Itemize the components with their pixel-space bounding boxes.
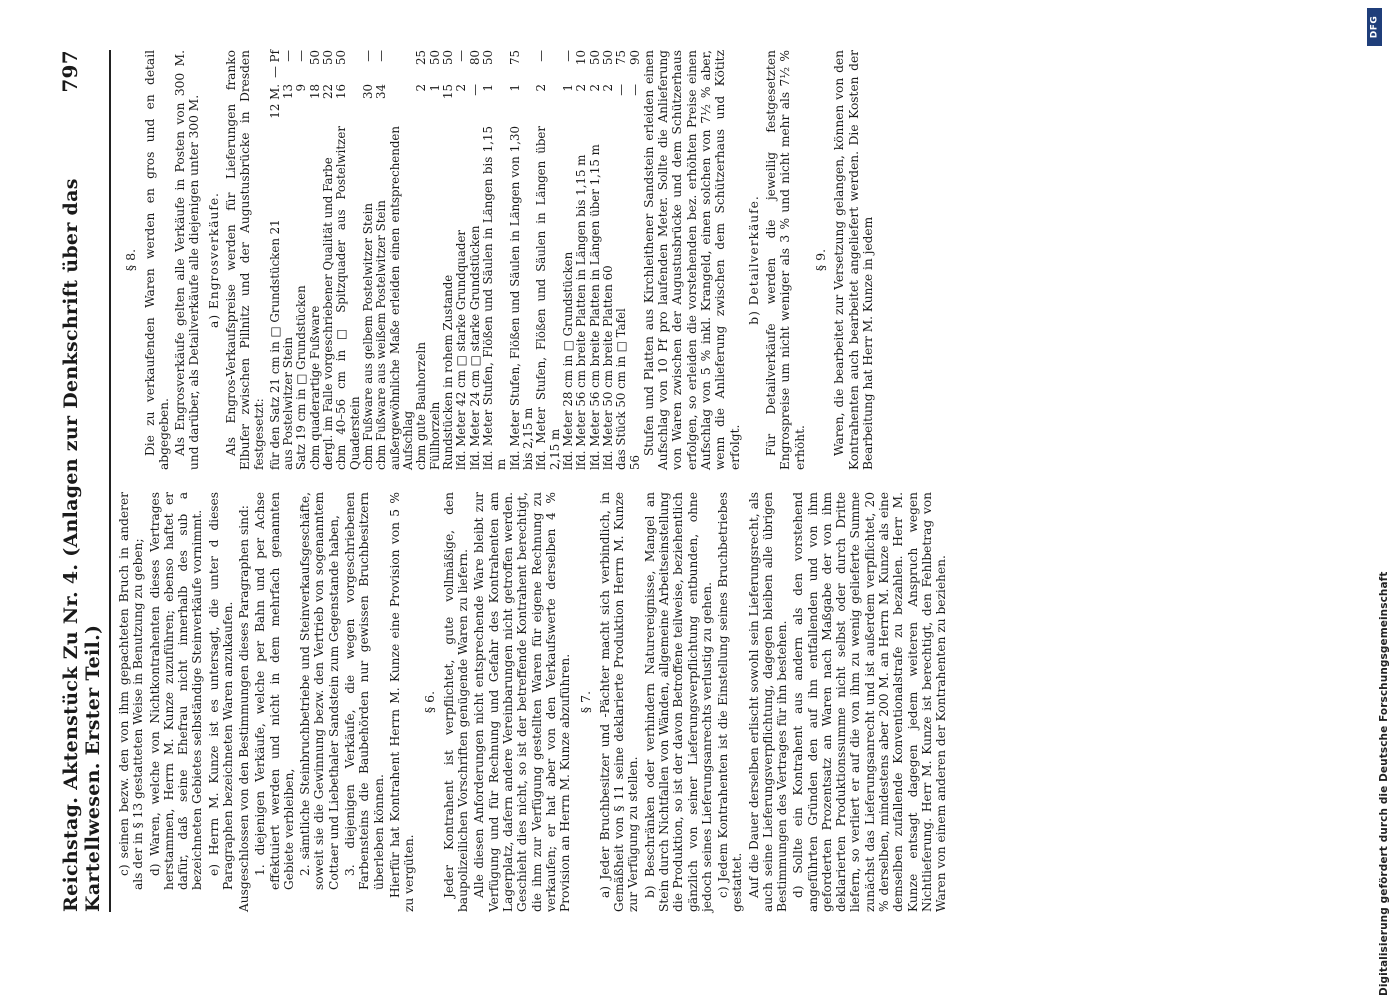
price-pfennig: 50	[427, 50, 442, 66]
price-mark: —	[614, 84, 629, 96]
price-description: cbm Fußware aus weißem Postelwitzer Stein	[374, 200, 389, 470]
price-pfennig: 50	[321, 50, 336, 66]
price-description: dergl. im Falle vorgeschriebener Qualität und Farbe	[321, 157, 336, 470]
price-row	[482, 50, 509, 470]
price-pfennig: 90	[627, 50, 642, 66]
dfg-logo	[1367, 8, 1382, 46]
list-item-text: diejenigen Verkäufe, welche per Bahn und per Achse effektuiert werden und nicht in dem mehrfach genannten Gebiete verbleiben,	[253, 492, 296, 890]
page-number: 797	[58, 50, 82, 93]
price-description: cbm quaderartige Fußware	[307, 305, 322, 470]
page-inner	[58, 50, 950, 912]
price-row	[295, 50, 308, 470]
list-item	[298, 492, 341, 912]
list-item-text: sämtliche Steinbruchbetriebe und Steinverkaufsgeschäfte, soweit sie die Gewinnung bezw. den Vertrieb von sogenanntem Cottaer und Liebethaler Sandstein zum Gegenstande haben,	[298, 492, 341, 890]
price-row	[629, 50, 642, 470]
price-row	[442, 50, 455, 470]
section-7-c: c) Jedem Kontrahenten ist die Einstellung seines Bruchbetriebes gestattet.	[716, 492, 745, 912]
price-mark: 9	[294, 84, 309, 92]
digitization-credit: Digitalisierung gefördert durch die Deutsche Forschungsgemeinschaft	[1378, 571, 1390, 996]
price-row	[469, 50, 482, 470]
price-description: Satz 19 cm in □ Grundstücken	[294, 285, 309, 470]
price-pfennig: —	[374, 50, 389, 62]
list-item-label: e)	[206, 864, 221, 876]
price-pfennig: 50	[481, 50, 495, 66]
page-header	[58, 50, 111, 912]
section-6-para-1: Jeder Kontrahent ist verpflichtet, gute vollmäßige, den baupolizeilichen Vorschriften genügende Waren zu liefern.	[441, 492, 471, 912]
section-8-para-1: Die zu verkaufenden Waren werden en gros und en detail abgegeben.	[142, 50, 171, 470]
price-pfennig: 50	[441, 50, 456, 66]
price-row	[322, 50, 335, 470]
list-item-text: Waren, welche von Nichtkontrahenten dieses Vertrages herstammen, Herrn M. Kunze zuzuführen; ebenso haftet er dafür, daß seine Ehefrau nicht innerhalb des sub a bezeichneten Gebietes selbständige Steinverkäufe vornimmt.	[147, 491, 205, 890]
section-8-title: § 8.	[123, 248, 138, 272]
price-mark: 34	[374, 84, 389, 100]
price-description: das Stück 50 cm in □ Tafel	[614, 308, 629, 470]
list-item-text: seinen bezw. den von ihm gepachteten Bruch in anderer als der in § 13 gestatteten Weise in Benutzung zu geben;	[117, 491, 146, 890]
running-head: Reichstag. Aktenstück Zu Nr. 4. (Anlagen zur Denkschrift über das Kartellwesen. Erster Teil.)	[60, 178, 104, 912]
list-item	[207, 492, 236, 912]
price-mark	[389, 84, 416, 120]
list-item-label: d)	[147, 863, 162, 876]
price-pfennig: 25	[414, 50, 429, 66]
section-6-para-2: Alle diesen Anforderungen nicht entsprechende Ware bleibt zur Verfügung und für Rechnung und Gefahr des Kontrahenten am Lagerplatz, dafern andere Vereinbarungen nicht getroffen werden. Geschieht dies nicht, so ist der betreffende Kontrahent berechtigt, die ihm zur Verfügung gestellten Waren für eigene Rechnung zu verkaufen; er hat aber von den Verkaufswerte derselben 4 % Provision an Herrn M. Kunze abzuführen.	[472, 492, 573, 912]
clauses-c-e	[117, 492, 235, 912]
price-description: cbm gute Bauhorzeln	[414, 342, 429, 470]
price-description: lfd. Meter Stufen, Flößen und Säulen in Längen über 2,15 m	[534, 126, 562, 470]
price-mark: 2	[454, 84, 469, 92]
dfg-logo-text: DFG	[1369, 15, 1380, 39]
list-item	[253, 492, 296, 912]
price-pfennig: 50	[600, 50, 615, 66]
price-row	[309, 50, 322, 470]
price-row	[375, 50, 388, 470]
section-7-a: a) Jeder Bruchbesitzer und -Pächter macht sich verbindlich, in Gemäßheit von § 11 seine deklarierte Produktion Herrn M. Kunze zur Verfügung zu stellen.	[597, 492, 641, 912]
price-pfennig	[389, 50, 416, 84]
section-9-para-1: Waren, die bearbeitet zur Versetzung gelangen, können von den Kontrahenten auch bearbeitet angeliefert werden. Die Kosten der Bearbeitung hat Herr M. Kunze in jedem	[832, 50, 876, 470]
price-mark: 2	[587, 84, 602, 92]
price-pfennig: 50	[587, 50, 602, 66]
price-table-body	[269, 50, 642, 470]
price-row	[415, 50, 428, 470]
price-pfennig: —	[454, 50, 469, 62]
price-mark: 16	[334, 84, 349, 100]
price-description: lfd. Meter 24 cm □ starke Grundstücken	[467, 225, 482, 470]
section-6-title: § 6.	[422, 690, 438, 714]
section-9-title: § 9.	[812, 248, 828, 272]
provision-text: Hierfür hat Kontrahent Herrn M. Kunze eine Provision von 5 % zu vergüten.	[387, 492, 417, 912]
price-row	[455, 50, 468, 470]
price-mark: 13	[281, 84, 296, 100]
price-row	[615, 50, 628, 470]
price-pfennig: 75	[507, 50, 522, 66]
section-7-title: § 7.	[578, 690, 594, 714]
list-item	[343, 492, 386, 912]
exclusion-list	[253, 492, 385, 912]
price-description: lfd. Meter Stufen, Flößen und Säulen in Längen von 1,30 bis 2,15 m	[507, 126, 535, 470]
price-mark: 1	[427, 84, 442, 92]
list-item-text: diejenigen Verkäufe, die wegen vorgeschriebenen Farbensteins die Baubehörden nur gewissen Bruchbesitzern überleben können.	[342, 492, 386, 890]
price-mark: 30	[361, 84, 376, 100]
price-mark: —	[627, 84, 642, 96]
price-pfennig: —	[560, 50, 575, 62]
section-8-para-2: Als Engrosverkäufe gelten alle Verkäufe in Posten von 300 M. und darüber, als Detailverkäufe alle diejenigen unter 300 M.	[173, 50, 202, 470]
price-description: lfd. Meter 56 cm breite Platten in Längen über 1,15 m	[587, 144, 602, 470]
price-pfennig: 75	[614, 50, 629, 66]
price-pfennig: —	[294, 50, 309, 62]
price-table	[269, 50, 642, 470]
price-row	[269, 50, 282, 470]
exclusion-intro: Ausgeschlossen von den Bestimmungen dieses Paragraphen sind:	[237, 505, 252, 912]
price-row	[535, 50, 562, 470]
price-description: cbm 40–56 cm in □ Spitzquader aus Postelwitzer Quaderstein	[334, 126, 362, 470]
right-column	[117, 50, 950, 470]
price-description: außergewöhnliche Maße erleiden einen entsprechenden Aufschlag	[387, 126, 416, 470]
section-7-c-continued: Auf die Dauer derselben erlischt sowohl sein Lieferungsrecht, als auch seine Lieferungsverpflichtung, dagegen bleiben alle übrigen Bestimmungen des Vertrages für ihn bestehen.	[746, 492, 790, 912]
price-description: lfd. Meter Stufen, Flößen und Säulen in Längen bis 1,15 m	[481, 126, 509, 470]
price-mark: 1	[507, 84, 522, 92]
detail-para: Für Detailverkäufe werden die jeweilig festgesetzten Engrospreise um nicht weniger als 3 % und nicht mehr als 7½ % erhöht.	[764, 50, 807, 470]
price-row	[562, 50, 575, 470]
price-description: lfd. Meter 28 cm in □ Grundstücken	[560, 251, 575, 470]
price-description: 56	[627, 454, 642, 470]
left-column	[117, 492, 950, 912]
price-description: aus Postelwitzer Stein	[281, 337, 296, 470]
price-mark: 1	[560, 84, 575, 92]
section-7-d: d) Sollte ein Kontrahent aus andern als den vorstehend angeführten Gründen den auf ihn entfallenden und von ihm geforderten Prozentsatz an Waren nach Maßgabe der von ihm deklarierten Produktionssumme nicht selbst oder durch Dritte liefern, so verliert er auf die von ihm zu wenig gelieferte Summe zunächst das Lieferungsanrecht und ist außerdem verpflichtet, 20 % derselben, mindestens aber 200 M. an Herrn M. Kunze als eine demselben zufallende Konventionalstrafe zu bezahlen. Herr M. Kunze entsagt dagegen jedem weiteren Anspruch wegen Nichtlieferung. Herr M. Kunze ist berechtigt, den Fehlbetrag von Waren von einem anderen der Kontrahenten zu beziehen.	[791, 492, 949, 912]
list-item	[117, 492, 146, 912]
price-mark: 18	[307, 84, 322, 100]
price-pfennig: —	[534, 50, 549, 62]
price-row	[282, 50, 295, 470]
list-item-label: 1.	[253, 864, 268, 876]
price-description: lfd. Meter 42 cm □ starke Grundquader	[454, 229, 469, 470]
price-description: lfd. Meter 56 cm breite Platten in Längen bis 1,15 m	[574, 154, 589, 470]
section-7-b: b) Beschränken oder verhindern Naturereignisse, Mangel an Stein durch Nichtfallen von Wänden, allgemeine Arbeitseinstellung die Produktion, so ist der davon Betroffene teilweise, beziehentlich gänzlich von seiner Lieferungsverpflichtung entbunden, ohne jedoch seines Lieferungsanrechts verlustig zu gehen.	[642, 492, 714, 912]
price-mark: 15	[441, 84, 456, 100]
price-description: cbm Fußware aus gelbem Postelwitzer Stein	[361, 203, 376, 470]
price-mark: 12 M.	[267, 84, 282, 119]
list-item	[148, 492, 205, 912]
price-mark: —	[467, 84, 482, 96]
price-mark: 2	[414, 84, 429, 92]
price-pfennig: 10	[574, 50, 589, 66]
list-item-label: 2.	[298, 864, 313, 876]
list-item-label: 3.	[342, 864, 357, 876]
engros-para-2: Stufen und Platten aus Kirchleithener Sandstein erleiden einen Aufschlag von 10 Pf pro laufenden Meter. Sollte die Anlieferung von Waren zwischen der Augustusbrücke und dem Schützerhaus erfolgen, so erleiden die vorstehenden bez. erhöhten Preise einen Aufschlag von 5 % inkl. Krangeld, einen solchen von 7½ % aber, wenn die Anlieferung zwischen dem Schützerhaus und Kötitz erfolgt.	[641, 50, 742, 470]
price-row	[362, 50, 375, 470]
price-pfennig: — Pf	[267, 50, 282, 78]
price-description: Füllhorzeln	[427, 401, 442, 470]
text-columns	[117, 50, 950, 912]
price-mark: 2	[534, 84, 549, 92]
price-pfennig: 80	[467, 50, 482, 66]
price-row	[389, 50, 416, 470]
price-row	[509, 50, 536, 470]
price-row	[429, 50, 442, 470]
list-item-text: Herrn M. Kunze ist es untersagt, die unter d dieses Paragraphen bezeichneten Waren anzukaufen.	[206, 491, 235, 890]
engros-intro: Als Engros-Verkaufspreise werden für Lieferungen franko Elbufer zwischen Pillnitz und der Augustusbrücke in Dresden festgesetzt:	[223, 50, 267, 470]
engros-heading: a) Engrosverkäufe.	[206, 192, 221, 328]
price-description: Rundstücken in rohem Zustande	[441, 274, 456, 470]
price-mark: 2	[574, 84, 589, 92]
price-description: für den Satz 21 cm in □ Grundstücken 21	[267, 219, 282, 470]
price-mark: 2	[600, 84, 615, 92]
price-pfennig: —	[281, 50, 296, 62]
price-pfennig: 50	[334, 50, 349, 66]
price-row	[589, 50, 602, 470]
price-pfennig: 50	[307, 50, 322, 66]
price-mark: 22	[321, 84, 336, 100]
price-description: lfd. Meter 50 cm breite Platten 60	[600, 265, 615, 470]
detail-heading: b) Detailverkäufe.	[746, 195, 761, 325]
price-row	[602, 50, 615, 470]
list-item-label: c)	[117, 864, 131, 876]
price-row	[575, 50, 588, 470]
price-row	[335, 50, 362, 470]
price-mark: 1	[481, 84, 495, 92]
price-pfennig: —	[361, 50, 376, 62]
